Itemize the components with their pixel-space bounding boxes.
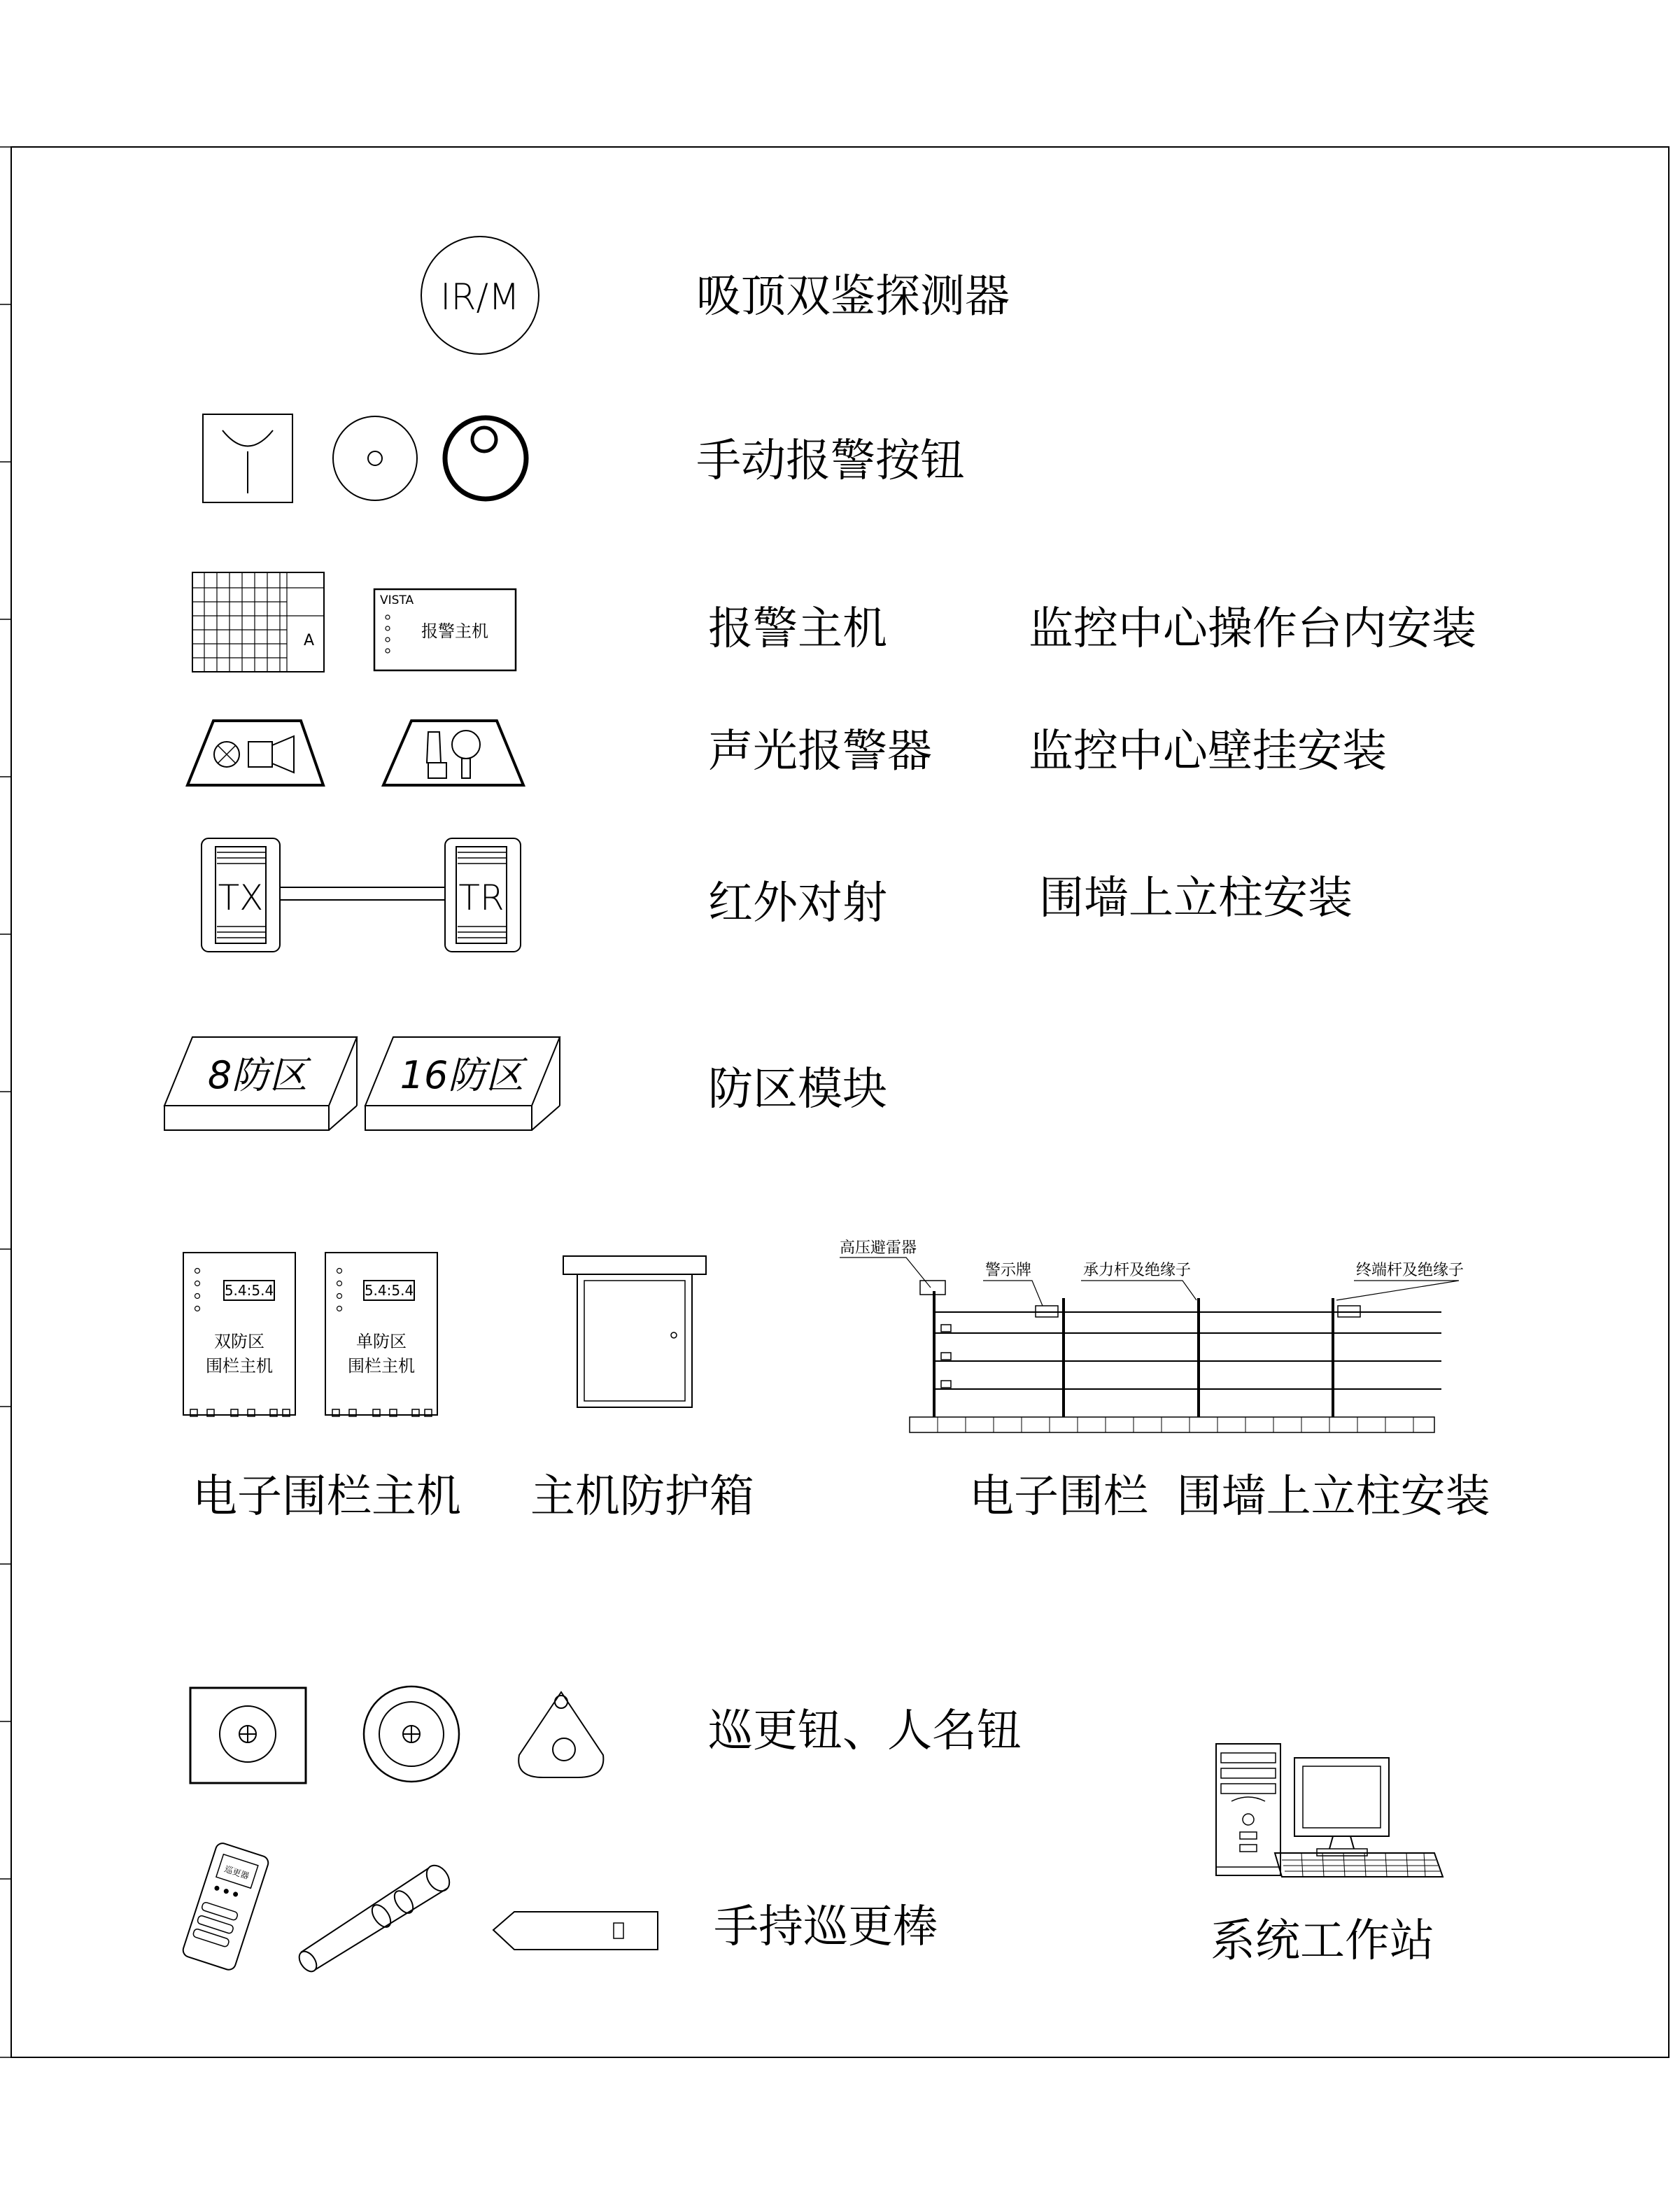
infrared-receiver-icon — [445, 838, 521, 952]
protective-box-icon — [563, 1256, 706, 1407]
patrol-button-label: 巡更钮、人名钮 — [708, 1705, 1022, 1757]
strobe-siren-icon-2 — [383, 721, 523, 785]
single-zone-display: 5.4:5.4 — [364, 1282, 414, 1299]
patrol-button-round-icon — [364, 1686, 459, 1782]
zone-module-16-icon — [365, 1037, 560, 1130]
fence-callout-post: 承力杆及绝缘子 — [1083, 1262, 1192, 1279]
zone-module-label: 防区模块 — [708, 1064, 887, 1115]
frame-tick-marks — [0, 147, 11, 2057]
patrol-button-square-icon — [190, 1688, 306, 1783]
fence-callout-warning: 警示牌 — [985, 1262, 1032, 1279]
single-zone-line-2: 围栏主机 — [348, 1356, 415, 1376]
patrol-wand-icon — [296, 1861, 454, 1975]
infrared-beam-note: 围墙上立柱安装 — [1039, 873, 1353, 924]
strobe-siren-icon-1 — [188, 721, 323, 785]
fence-callout-terminal: 终端杆及绝缘子 — [1356, 1262, 1464, 1279]
host-brand-text: VISTA — [380, 593, 414, 607]
fence-wires — [934, 1312, 1441, 1389]
dual-zone-display: 5.4:5.4 — [224, 1282, 274, 1299]
zone-module-8-icon — [164, 1037, 357, 1130]
manual-alarm-round-icon — [333, 416, 417, 500]
ceiling-detector-label: 吸顶双鉴探测器 — [696, 271, 1010, 323]
dual-zone-line-2: 围栏主机 — [206, 1356, 273, 1376]
fence-posts — [934, 1291, 1333, 1417]
host-panel-text: 报警主机 — [421, 621, 488, 641]
fence-callout-arrester: 高压避雷器 — [840, 1239, 917, 1257]
beam-tr-text: TR — [458, 878, 504, 918]
detector-symbol-text: IR/M — [440, 276, 520, 318]
strobe-siren-note: 监控中心壁挂安装 — [1029, 726, 1387, 777]
alarm-host-panel-icon — [374, 589, 516, 670]
fence-wall-base — [910, 1417, 1434, 1432]
keypad-icon — [192, 572, 324, 672]
fence-host-dual-zone-icon — [183, 1253, 295, 1416]
beam-tx-text: TX — [218, 878, 264, 918]
reader-screen-text: 巡更器 — [223, 1864, 250, 1882]
workstation-computer-icon — [1216, 1744, 1280, 1875]
alarm-host-label: 报警主机 — [708, 603, 887, 655]
electric-fence-label: 电子围栏 围墙上立柱安装 — [969, 1471, 1490, 1523]
manual-alarm-square-icon — [203, 414, 292, 502]
workstation-label: 系统工作站 — [1210, 1915, 1434, 1967]
fence-host-label: 电子围栏主机 — [192, 1471, 461, 1523]
single-zone-line-1: 单防区 — [356, 1332, 407, 1351]
keypad-letter: A — [304, 632, 315, 649]
protective-box-label: 主机防护箱 — [530, 1471, 754, 1523]
alarm-host-note: 监控中心操作台内安装 — [1029, 603, 1476, 655]
zone-16-text: 16防区 — [400, 1053, 524, 1097]
name-tag-button-icon — [518, 1692, 603, 1777]
workstation-monitor-icon — [1294, 1758, 1389, 1856]
infrared-beam-label: 红外对射 — [708, 878, 887, 929]
infrared-transmitter-icon — [202, 838, 280, 952]
strobe-siren-label: 声光报警器 — [708, 726, 932, 777]
infrared-beam-lines — [280, 887, 445, 900]
workstation-keyboard-icon — [1275, 1853, 1443, 1877]
patrol-reader-icon — [181, 1842, 270, 1972]
ceiling-detector-icon — [421, 237, 539, 354]
electric-fence-diagram — [840, 1239, 1464, 1432]
patrol-stick-icon — [493, 1912, 658, 1950]
dual-zone-line-1: 双防区 — [214, 1332, 264, 1351]
manual-alarm-bold-icon — [445, 418, 526, 499]
fence-host-single-zone-icon — [325, 1253, 437, 1416]
zone-8-text: 8防区 — [207, 1053, 308, 1097]
manual-alarm-button-label: 手动报警按钮 — [696, 435, 965, 487]
handheld-patrol-label: 手持巡更棒 — [714, 1901, 938, 1953]
